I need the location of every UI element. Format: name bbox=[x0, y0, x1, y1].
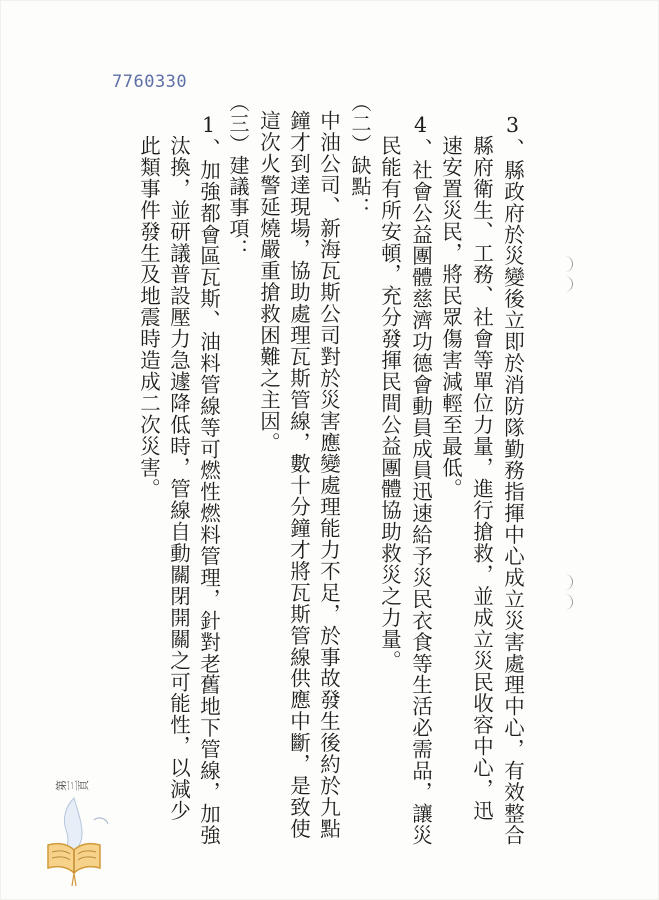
section2-line1: 中油公司、新海瓦斯公司對於災害應變處理能力不足，於事故發生後約於九點 bbox=[316, 110, 341, 840]
item4-line1: 4、社會公益團體慈濟功德會動員成員迅速給予災民衣食等生活必需品，讓災 bbox=[408, 113, 433, 846]
item3-line1: 3、縣政府於災變後立即於消防隊勤務指揮中心成立災害處理中心，有效整合 bbox=[500, 113, 525, 846]
section2-line3: 這次火警延燒嚴重搶救困難之主因。 bbox=[256, 110, 281, 454]
binding-hole-mark bbox=[562, 276, 573, 292]
rec1-line1: 1、加強都會區瓦斯、油料管線等可燃性燃料管理，針對老舊地下管線，加強 bbox=[196, 113, 221, 846]
rec1-line3: 此類事件發生及地震時造成二次災害。 bbox=[136, 135, 161, 500]
binding-hole-mark bbox=[562, 594, 573, 610]
rec1-line2: 汰換，並研議普設壓力急遽降低時，管線自動關閉開關之可能性，以減少 bbox=[166, 135, 191, 822]
section3-heading: （三）建議事項： bbox=[226, 92, 250, 260]
document-number-stamp: 7760330 bbox=[112, 72, 188, 92]
section2-line2: 鐘才到達現場，協助處理瓦斯管線，數十分鐘才將瓦斯管線供應中斷，是致使 bbox=[286, 110, 311, 840]
section2-heading: （二）缺點： bbox=[348, 92, 372, 218]
item3-line3: 速安置災民，將民眾傷害減輕至最低。 bbox=[438, 135, 463, 500]
binding-hole-mark bbox=[562, 574, 573, 590]
page-number-label: 第三頁 bbox=[55, 779, 89, 793]
item4-line2: 民能有所安頓，充分發揮民間公益團體協助救災之力量。 bbox=[377, 135, 402, 672]
archive-book-logo-icon bbox=[28, 790, 120, 890]
binding-hole-mark bbox=[562, 256, 573, 272]
item3-line2: 縣府衛生、工務、社會等單位力量，進行搶救，並成立災民收容中心，迅 bbox=[469, 135, 494, 822]
